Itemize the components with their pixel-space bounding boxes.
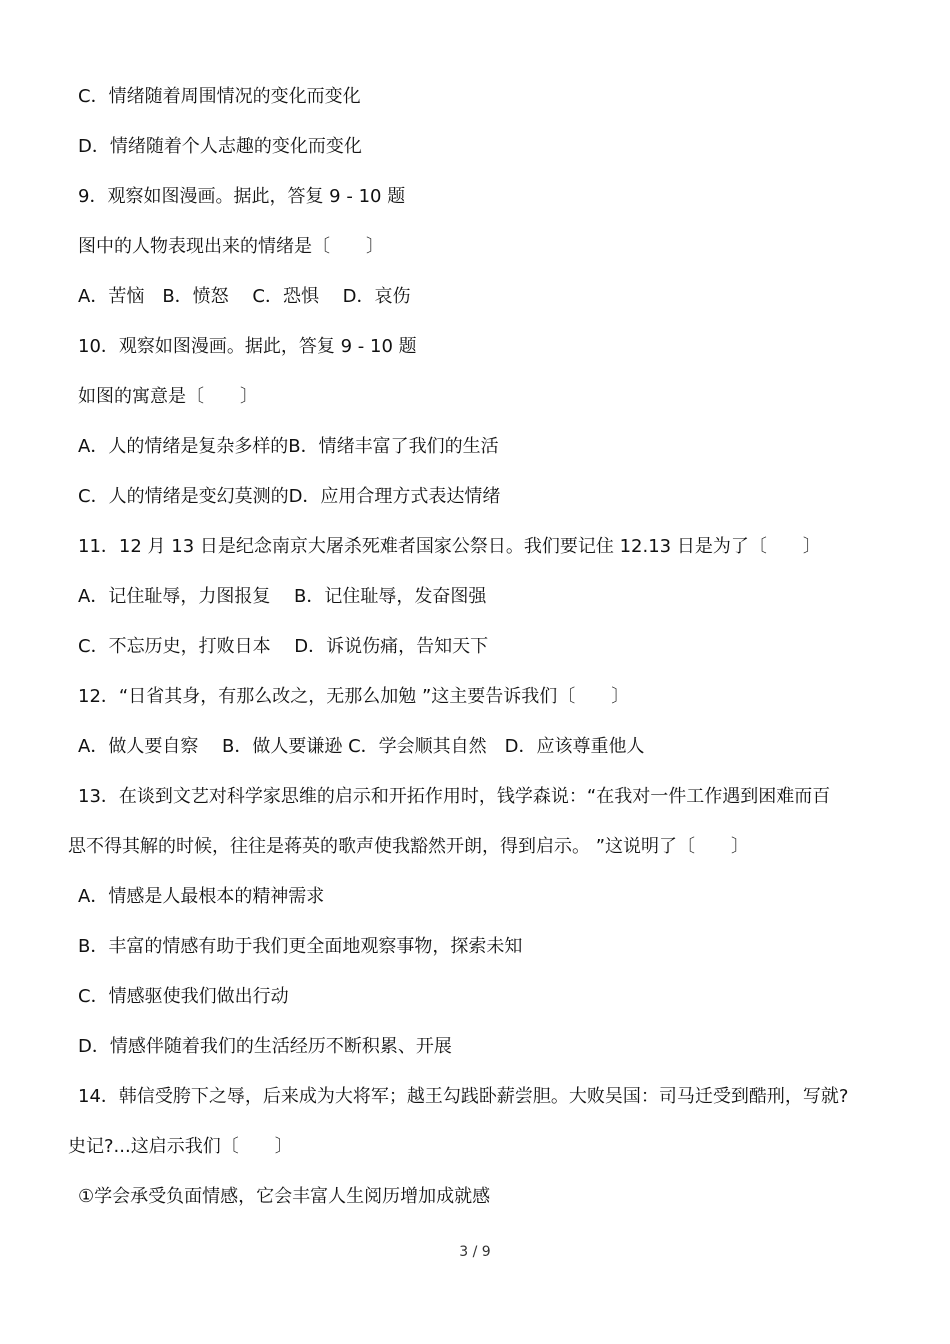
question-13-option-c: C．情感驱使我们做出行动: [78, 986, 289, 1007]
question-9-stem: 图中的人物表现出来的情绪是〔 〕: [78, 236, 384, 257]
question-13-option-a: A．情感是人最根本的精神需求: [78, 886, 325, 907]
question-14-stem-line1: 14．韩信受胯下之辱，后来成为大将军；越王勾践卧薪尝胆。大败吴国：司马迁受到酷刑，写就?: [78, 1086, 849, 1107]
question-10-options-cd: C．人的情绪是变幻莫测的D．应用合理方式表达情绪: [78, 486, 501, 507]
question-9-options: A．苦恼 B．愤怒 C．恐惧 D．哀伤: [78, 286, 411, 307]
question-13-stem-line1: 13．在谈到文艺对科学家思维的启示和开拓作用时，钱学森说：“在我对一件工作遇到困难而百: [78, 786, 831, 807]
question-13-stem-line2: 思不得其解的时候，往往是蒋英的歌声使我豁然开朗，得到启示。 ”这说明了〔 〕: [68, 836, 750, 857]
question-11-options-ab: A．记住耻辱，力图报复 B．记住耻辱，发奋图强: [78, 586, 487, 607]
question-9-intro: 9．观察如图漫画。据此，答复 9 - 10 题: [78, 186, 406, 207]
question-12-options: A．做人要自察 B．做人要谦逊 C．学会顺其自然 D．应该尊重他人: [78, 736, 645, 757]
question-10-intro: 10．观察如图漫画。据此，答复 9 - 10 题: [78, 336, 417, 357]
question-14-stem-line2: 史记?...这启示我们〔 〕: [68, 1136, 293, 1157]
option-d-q8: D．情绪随着个人志趣的变化而变化: [78, 136, 362, 157]
question-11-stem: 11．12 月 13 日是纪念南京大屠杀死难者国家公祭日。我们要记住 12.13 日是为了〔 〕: [78, 536, 821, 557]
option-c-q8: C．情绪随着周围情况的变化而变化: [78, 86, 361, 107]
question-14-item-1: ①学会承受负面情感，它会丰富人生阅历增加成就感: [78, 1186, 491, 1207]
question-10-stem: 如图的寓意是〔 〕: [78, 386, 258, 407]
page-number: 3 / 9: [459, 1244, 491, 1260]
question-13-option-b: B．丰富的情感有助于我们更全面地观察事物，探索未知: [78, 936, 523, 957]
question-12-stem: 12．“日省其身，有那么改之，无那么加勉 ”这主要告诉我们〔 〕: [78, 686, 630, 707]
question-11-options-cd: C．不忘历史，打败日本 D．诉说伤痛，告知天下: [78, 636, 489, 657]
question-10-options-ab: A．人的情绪是复杂多样的B．情绪丰富了我们的生活: [78, 436, 499, 457]
question-13-option-d: D．情感伴随着我们的生活经历不断积累、开展: [78, 1036, 452, 1057]
